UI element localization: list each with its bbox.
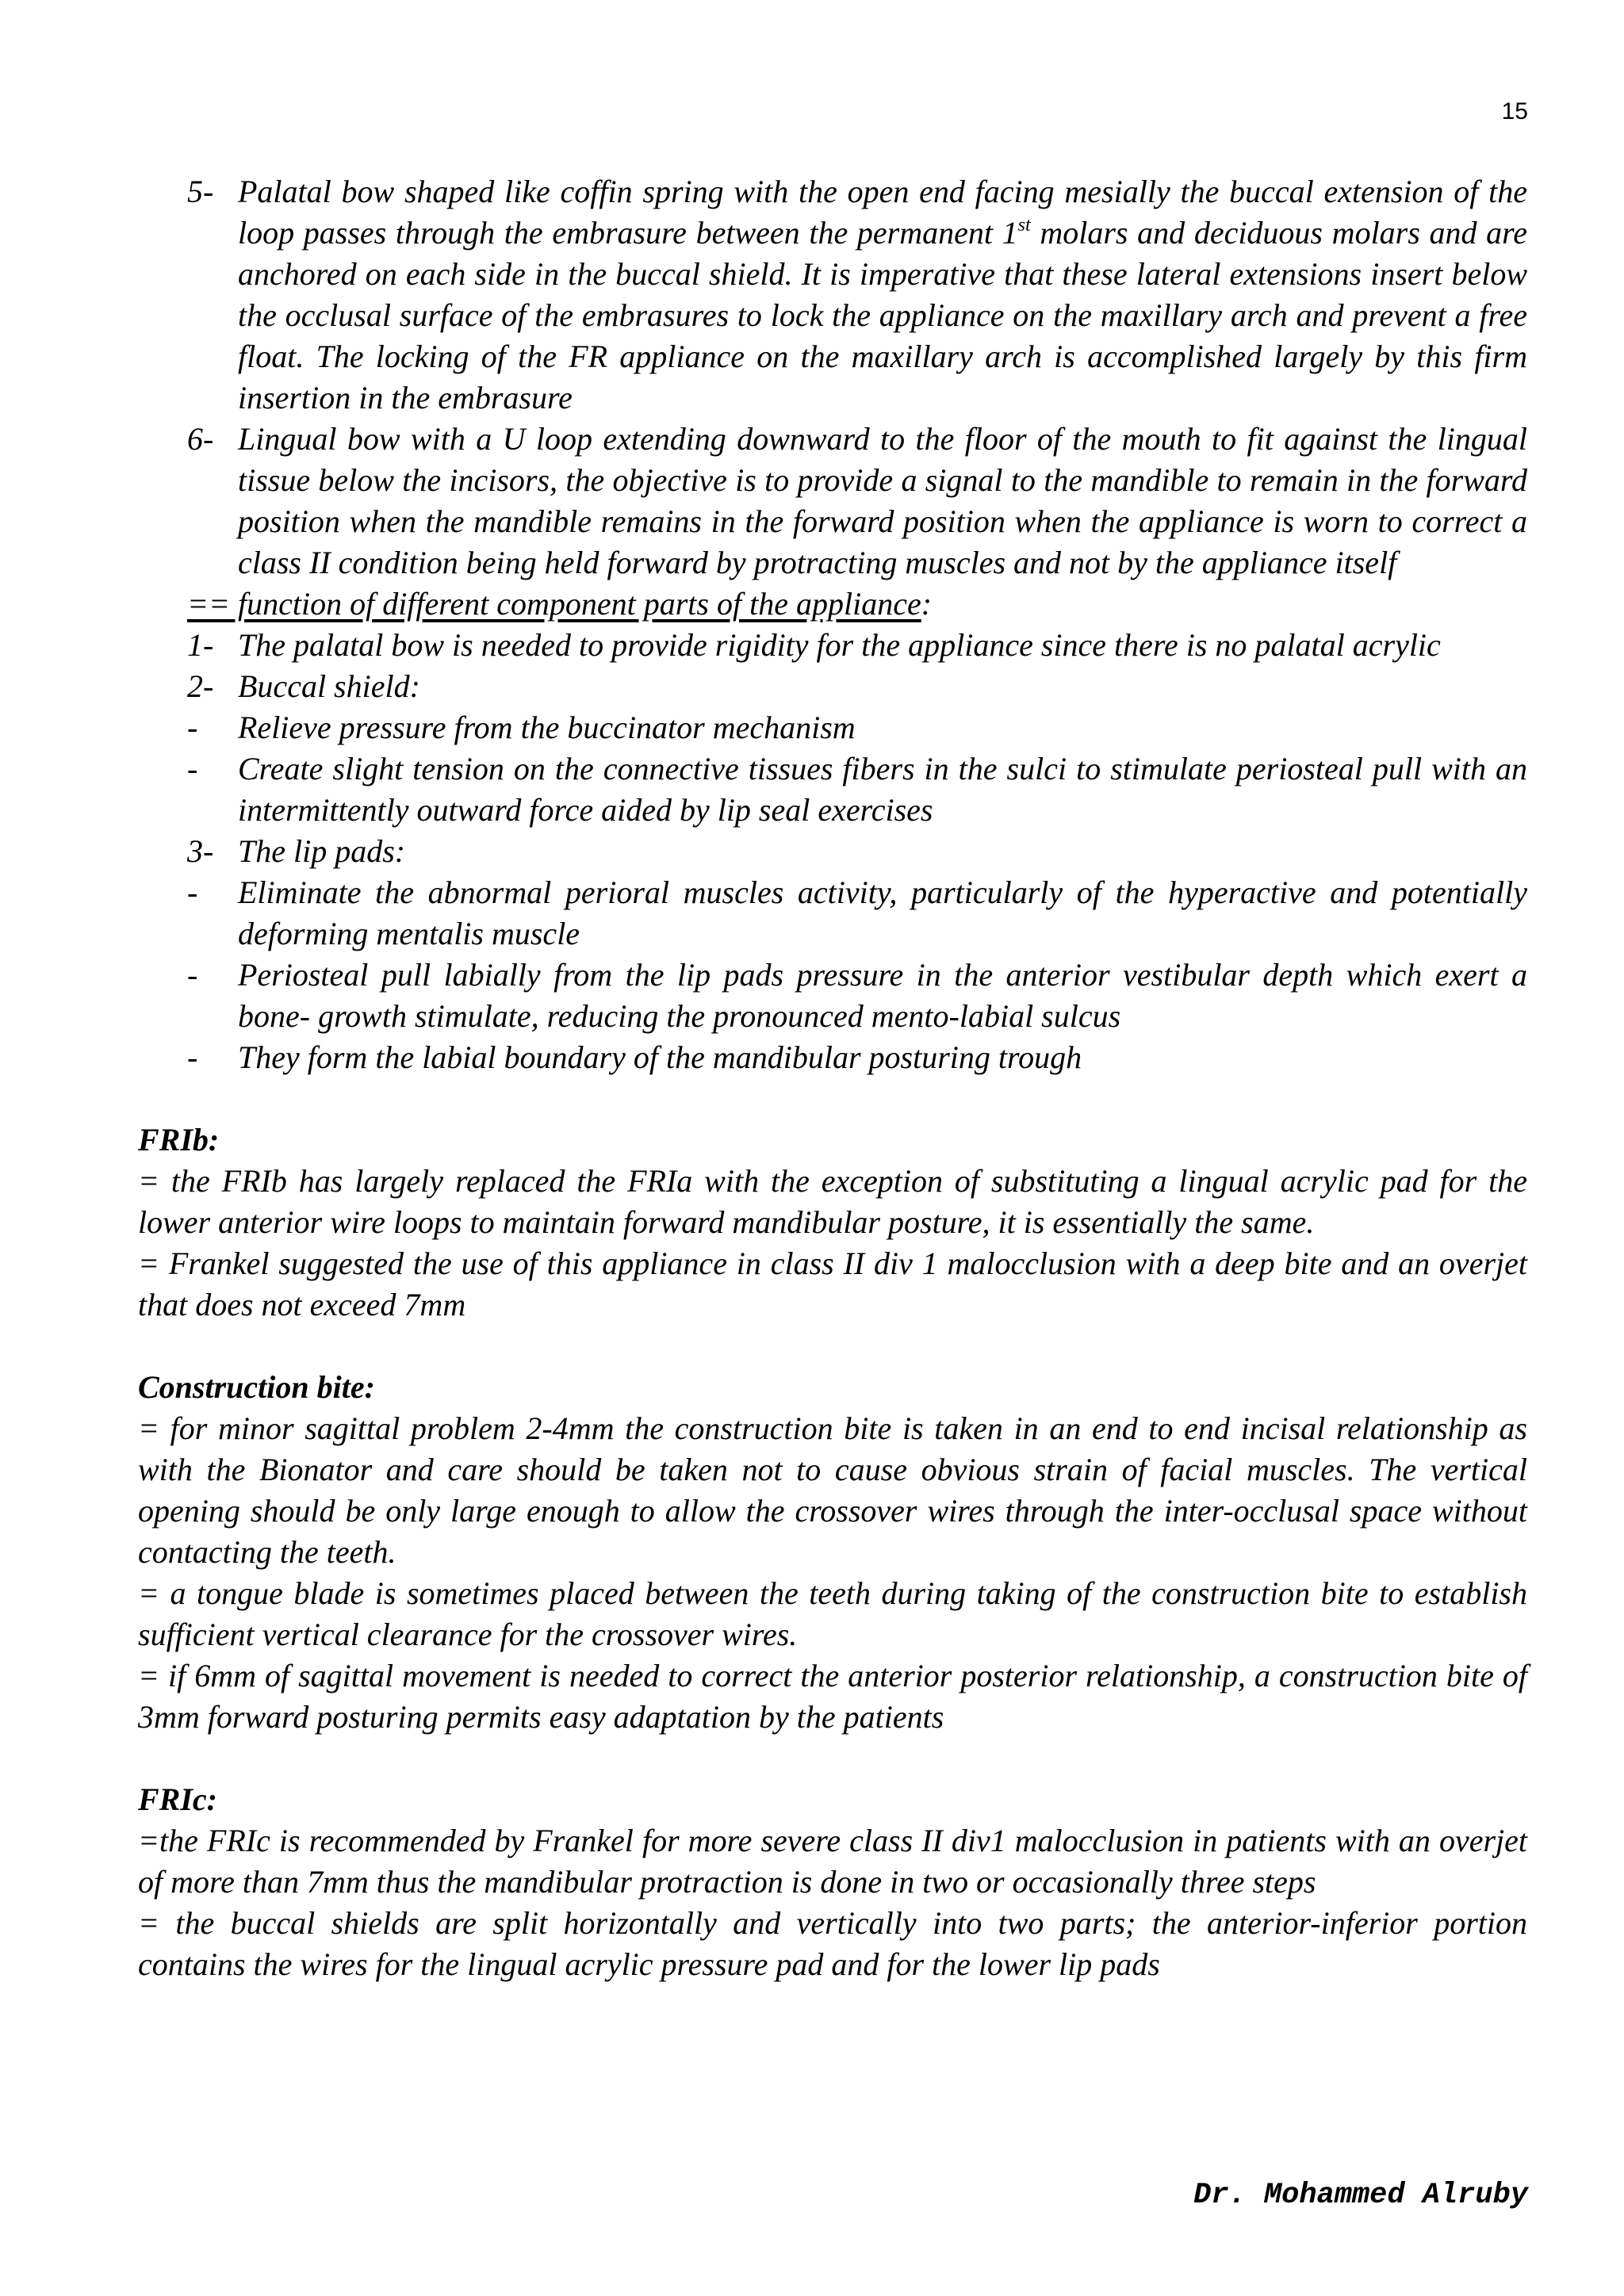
item-bullet: - <box>187 710 198 745</box>
page-number: 15 <box>1501 98 1528 124</box>
paragraph: = if 6mm of sagittal movement is needed to correct the anterior posterior relationship, a construction bite of 3mm forward posturing permits easy adaptation by the patients <box>138 1658 1527 1735</box>
document-body <box>138 171 1527 1985</box>
function-heading-text: == function of different component parts of the appliance <box>187 586 921 622</box>
item-text-part: molars and deciduous molars and are anchored on each side in the buccal shield. It is imperative that these lateral extensions insert below the occlusal surface of the embrasures to lock the appliance on the maxillary arch and prevent a free float. The locking of the FR appliance on the maxillary arch is accomplished largely by this firm insertion in the embrasure <box>238 215 1527 415</box>
item-bullet: - <box>187 874 198 910</box>
paragraph: = the buccal shields are split horizontally and vertically into two parts; the anterior-inferior portion contains the wires for the lingual acrylic pressure pad and for the lower lip pads <box>138 1905 1527 1982</box>
item-number: 3- <box>187 833 214 869</box>
paragraph: =the FRIc is recommended by Frankel for more severe class II div1 malocclusion in patients with an overjet of more than 7mm thus the mandibular protraction is done in two or occasionally three steps <box>138 1823 1527 1900</box>
item-text: Create slight tension on the connective tissues fibers in the sulci to stimulate periosteal pull with an intermittently outward force aided by lip seal exercises <box>238 751 1527 828</box>
list-item <box>138 625 1527 666</box>
item-number: 1- <box>187 627 214 663</box>
list-item <box>138 666 1527 707</box>
item-text: Relieve pressure from the buccinator mechanism <box>238 710 856 745</box>
superscript: st <box>1017 215 1031 235</box>
item-text-part: Palatal bow shaped like coffin spring with the open end facing mesially the buccal extension of the loop passes through the embrasure between the permanent 1 <box>238 174 1527 251</box>
item-text: Eliminate the abnormal perioral muscles activity, particularly of the hyperactive and potentially deforming mentalis muscle <box>238 874 1527 951</box>
function-heading-colon: : <box>921 586 933 622</box>
function-heading <box>138 584 1527 625</box>
list-item <box>138 419 1527 584</box>
item-number: 5- <box>187 174 214 209</box>
item-text: Periosteal pull labially from the lip pads pressure in the anterior vestibular depth which exert a bone- growth stimulate, reducing the pronounced mento-labial sulcus <box>238 957 1527 1034</box>
paragraph: = a tongue blade is sometimes placed between the teeth during taking of the construction bite to establish sufficient vertical clearance for the crossover wires. <box>138 1575 1527 1652</box>
author-footer: Dr. Mohammed Alruby <box>1193 2179 1528 2212</box>
paragraph: = the FRIb has largely replaced the FRIa with the exception of substituting a lingual acrylic pad for the lower anterior wire loops to maintain forward mandibular posture, it is essentially the same. <box>138 1163 1527 1240</box>
item-text: The lip pads: <box>238 833 406 869</box>
section-title-fric: FRIc: <box>138 1781 217 1817</box>
paragraph: = Frankel suggested the use of this appliance in class II div 1 malocclusion with a deep bite and an overjet that does not exceed 7mm <box>138 1246 1527 1322</box>
item-text: The palatal bow is needed to provide rigidity for the appliance since there is no palatal acrylic <box>238 627 1441 663</box>
item-bullet: - <box>187 1039 198 1075</box>
item-number: 6- <box>187 421 214 457</box>
list-item <box>138 171 1527 419</box>
item-bullet: - <box>187 751 198 786</box>
list-item <box>138 748 1527 831</box>
list-item <box>138 707 1527 748</box>
item-bullet: - <box>187 957 198 993</box>
paragraph: = for minor sagittal problem 2-4mm the construction bite is taken in an end to end incisal relationship as with the Bionator and care should be taken not to cause obvious strain of facial muscles. The vertical opening should be only large enough to allow the crossover wires through the inter-occlusal space without contacting the teeth. <box>138 1410 1527 1570</box>
item-number: 2- <box>187 668 214 704</box>
item-text: Buccal shield: <box>238 668 420 704</box>
list-item <box>138 831 1527 872</box>
list-item <box>138 1037 1527 1078</box>
list-item <box>138 955 1527 1037</box>
item-text: They form the labial boundary of the mandibular posturing trough <box>238 1039 1082 1075</box>
item-text <box>238 171 1527 419</box>
item-text: Lingual bow with a U loop extending downward to the floor of the mouth to fit against the lingual tissue below the incisors, the objective is to provide a signal to the mandible to remain in the forward position when the mandible remains in the forward position when the appliance is worn to correct a class II condition being held forward by protracting muscles and not by the appliance itself <box>238 421 1527 580</box>
section-title-frib: FRIb: <box>138 1122 220 1158</box>
list-item <box>138 872 1527 955</box>
section-title-construction-bite: Construction bite: <box>138 1369 375 1405</box>
